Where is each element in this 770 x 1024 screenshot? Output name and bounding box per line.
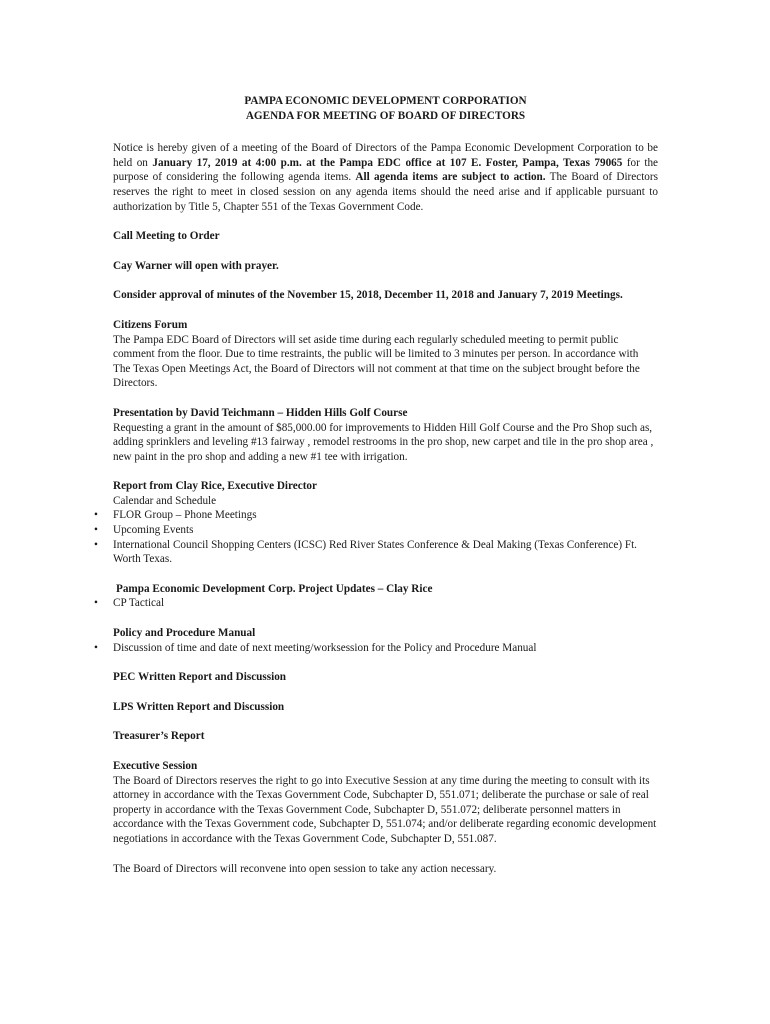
notice-text-3: The Board of Directors reserves the right to meet in closed session on any agenda items should the need arise and if applicable pursuant to authorization by Title 5, Chapter 551 of the Texas Government Code. [113,171,658,213]
list-item-text: FLOR Group – Phone Meetings [113,509,257,522]
list-item [94,641,658,656]
notice-text-2: for the purpose of considering the following agenda items. [113,156,658,184]
section-policy-manual [94,626,658,655]
project-bullet-list [94,596,658,611]
item-prayer: Cay Warner will open with prayer. [113,259,279,272]
agenda-document [94,94,658,876]
report-heading: Report from Clay Rice, Executive Director [113,480,317,493]
section-executive-director-report [94,479,658,567]
presentation-heading: Presentation by David Teichmann – Hidden Hills Golf Course [113,406,408,419]
bullet-icon: • [94,641,98,654]
title-line-1: PAMPA ECONOMIC DEVELOPMENT CORPORATION [244,95,527,107]
section-citizens-forum [113,318,658,391]
item-treasurer-report: Treasurer’s Report [113,730,205,743]
section-project-updates [94,582,658,611]
bullet-icon: • [94,538,98,551]
list-item [94,523,658,538]
project-updates-heading: Pampa Economic Development Corp. Project Updates – Clay Rice [116,582,433,595]
list-item-text: Upcoming Events [113,524,194,537]
bullet-icon: • [94,524,98,537]
list-item-text: CP Tactical [113,597,165,610]
list-item [94,596,658,611]
item-pec-report: PEC Written Report and Discussion [113,671,287,684]
report-subheading: Calendar and Schedule [113,494,217,507]
bullet-icon: • [94,509,98,522]
notice-text-1: Notice is hereby given of a meeting of the Board of Directors of the Pampa Economic Development Corporation to be held on [113,142,658,169]
bullet-icon: • [94,597,98,610]
title-line-2: AGENDA FOR MEETING OF BOARD OF DIRECTORS [245,109,526,122]
citizens-forum-heading: Citizens Forum [113,318,188,331]
list-item [94,508,658,523]
presentation-body: Requesting a grant in the amount of $85,000.00 for improvements to Hidden Hill Golf Course and the Pro Shop such as, adding sprinklers and leveling #13 fairway , remodel restrooms in the pro shop, new carpet and tile in the pro shop area , new paint in the pro shop and adding a new #1 tee with irrigation. [113,421,654,463]
item-minutes-approval: Consider approval of minutes of the November 15, 2018, December 11, 2018 and January 7, 2019 Meetings. [113,289,623,302]
item-call-to-order: Call Meeting to Order [113,230,220,243]
reconvene-statement: The Board of Directors will reconvene into open session to take any action necessary. [113,862,497,875]
list-item-text: International Council Shopping Centers (ICSC) Red River States Conference & Deal Making (Texas Conference) Ft. Worth Texas. [113,538,637,566]
notice-subject-to-action: All agenda items are subject to action. [355,171,546,184]
section-executive-session [113,759,658,847]
list-item-text: Discussion of time and date of next meeting/worksession for the Policy and Procedure Manual [113,641,537,654]
item-lps-report: LPS Written Report and Discussion [113,700,285,713]
section-presentation [113,406,658,464]
policy-heading: Policy and Procedure Manual [113,627,256,640]
executive-session-body: The Board of Directors reserves the right to go into Executive Session at any time during the meeting to consult with its attorney in accordance with the Texas Government Code, Subchapter D, 551.071; deliberate the purchase or sale of real property in accordance with the Texas Government Code, Subchapter D, 551.072; deliberate personnel matters in accordance with the Texas Government code, Subchapter D, 551.074; and/or deliberate regarding economic development negotiations in accordance with the Texas Government Code, Subchapter D, 551.087. [113,774,657,845]
notice-paragraph [113,141,658,214]
citizens-forum-body: The Pampa EDC Board of Directors will set aside time during each regularly scheduled meeting to permit public comment from the floor. Due to time restraints, the public will be limited to 3 minutes per person. In accordance with The Texas Open Meetings Act, the Board of Directors will not comment at that time on the subject brought before the Directors. [113,333,640,390]
executive-session-heading: Executive Session [113,760,198,772]
document-title [113,94,658,123]
report-bullet-list [94,508,658,566]
policy-bullet-list [94,641,658,656]
notice-meeting-details: January 17, 2019 at 4:00 p.m. at the Pampa EDC office at 107 E. Foster, Pampa, Texas 79065 [152,156,623,169]
list-item [94,538,658,567]
